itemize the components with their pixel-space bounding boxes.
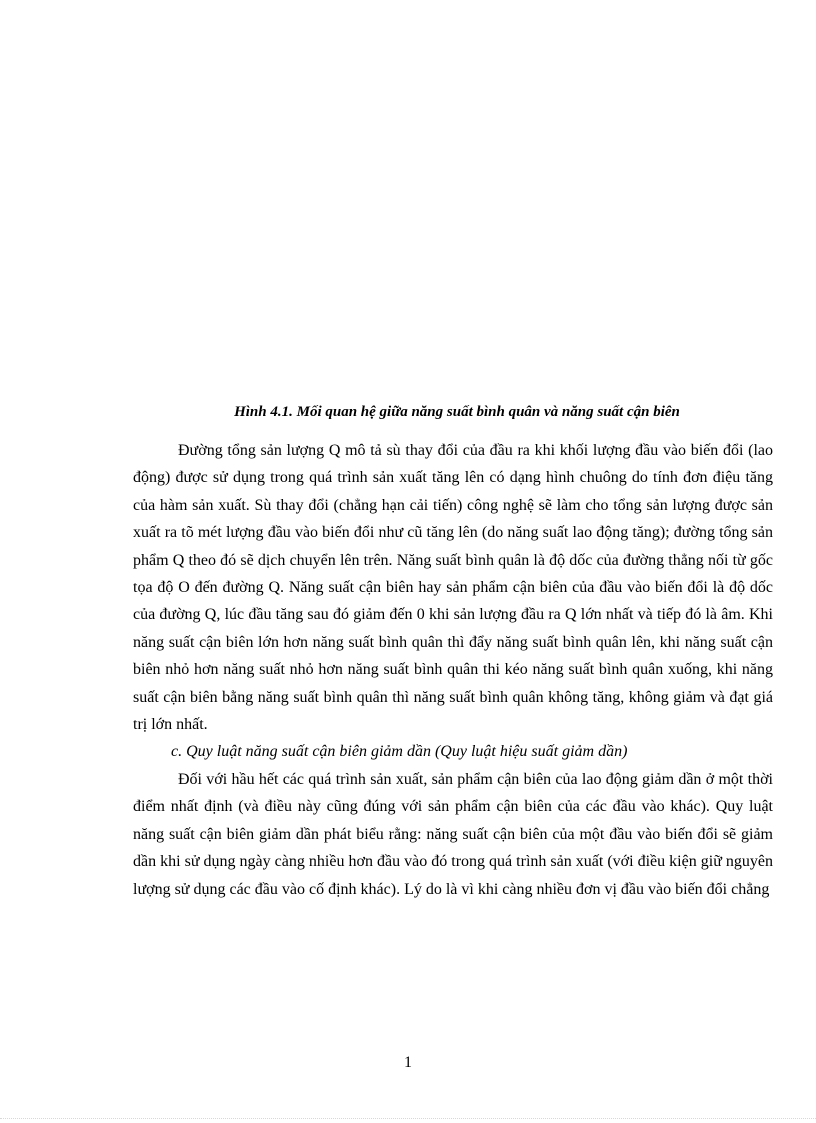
figure-caption: Hình 4.1. Mối quan hệ giữa năng suất bình quân và năng suất cận biên (234, 404, 680, 420)
body-paragraph-diminishing-returns: Đối với hầu hết các quá trình sản xuất, sản phẩm cận biên của lao động giảm dần ở một thời điểm nhất định (và điều này cũng đúng với sản phẩm cận biên của các đầu vào khác). Quy luật năng suất cận biên giảm dần phát biểu rằng: năng suất cận biên của một đầu vào biến đổi sẽ giảm dần khi sử dụng ngày càng nhiều hơn đầu vào đó trong quá trình sản xuất (với điều kiện giữ nguyên lượng sử dụng các đầu vào cố định khác). Lý do là vì khi càng nhiều đơn vị đầu vào biến đổi chẳng (133, 770, 773, 898)
body-paragraph-total-output: Đường tổng sản lượng Q mô tả sù thay đổi của đầu ra khi khối lượng đầu vào biến đổi (lao động) được sử dụng trong quá trình sản xuất tăng lên có dạng hình chuông do tính đơn điệu tăng của hàm sản xuất. Sù thay đổi (chẳng hạn cải tiến) công nghệ sẽ làm cho tổng sản lượng được sản xuất ra tõ mét lượng đầu vào biến đổi như cũ tăng lên (do năng suất lao động tăng); đường tổng sản phẩm Q theo đó sẽ dịch chuyển lên trên. Năng suất bình quân là độ dốc của đường thẳng nối từ gốc tọa độ O đến đường Q. Năng suất cận biên hay sản phẩm cận biên của đầu vào biến đổi là độ dốc của đường Q, lúc đầu tăng sau đó giảm đến 0 khi sản lượng đầu ra Q lớn nhất và tiếp đó là âm. Khi năng suất cận biên lớn hơn năng suất bình quân thì đẩy năng suất bình quân lên, khi năng suất cận biên nhỏ hơn năng suất nhỏ hơn năng suất bình quân thi kéo năng suất bình quân xuống, khi năng suất cận biên bằng năng suất bình quân thì năng suất bình quân không tăng, không giảm và đạt giá trị lớn nhất. (133, 442, 773, 734)
page-number: 1 (404, 1054, 412, 1071)
section-heading-diminishing-returns: c. Quy luật năng suất cận biên giảm dần (Quy luật hiệu suất giảm dần) (171, 743, 628, 761)
page-content (133, 402, 773, 903)
page-edge-divider (0, 1118, 816, 1119)
